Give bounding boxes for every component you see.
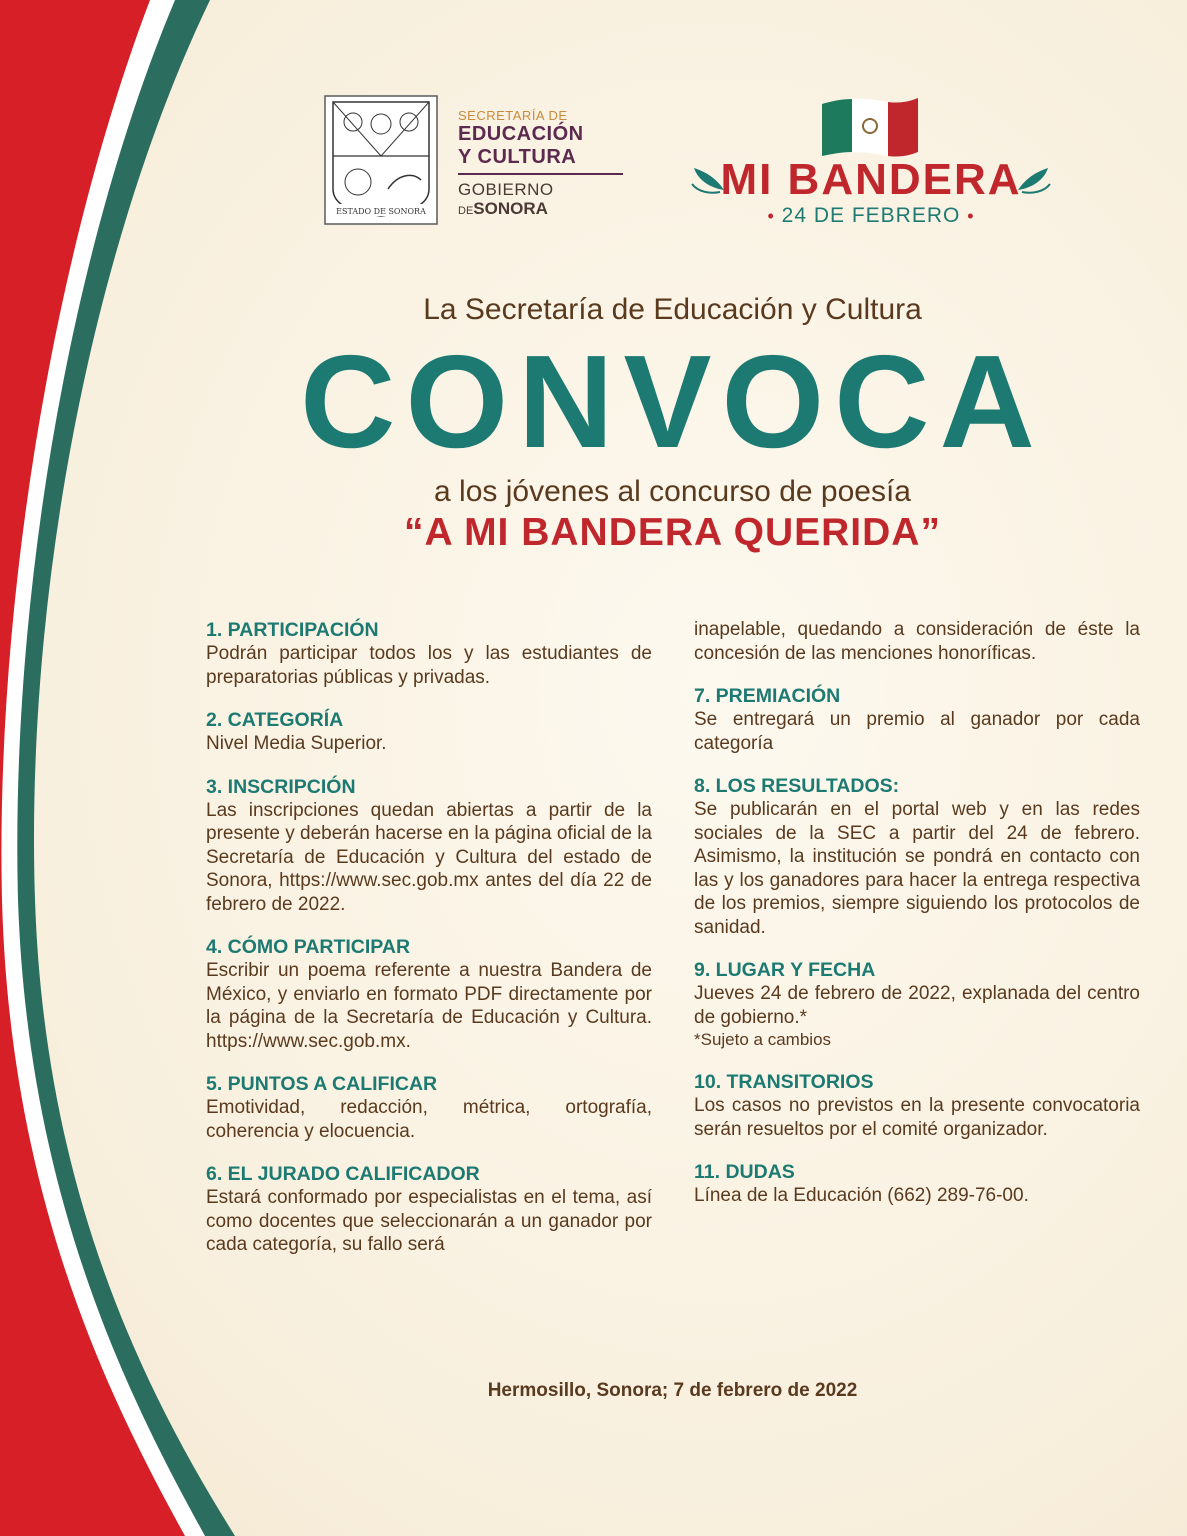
section-body: inapelable, quedando a consideración de éste la concesión de las menciones honoríficas. <box>694 619 1140 664</box>
rules-left-column <box>206 618 652 1276</box>
section-body: Estará conformado por especialistas en el tema, así como docentes que seleccionarán a un ganador por cada categoría, su fallo será <box>206 1187 652 1255</box>
section-note: *Sujeto a cambios <box>694 1030 832 1049</box>
sec-name-line2: Y CULTURA <box>458 146 577 168</box>
headline-main: CONVOCA <box>300 328 1045 475</box>
section-title: 8. LOS RESULTADOS: <box>694 775 900 797</box>
headline <box>240 290 1105 556</box>
headline-intro: La Secretaría de Educación y Cultura <box>423 293 922 326</box>
section-body: Las inscripciones quedan abiertas a partir de la presente y deberán hacerse en la página oficial de la Secretaría de Educación y Cultura del estado de Sonora, https://www.sec.gob.mx antes del día 22 de febrero de 2022. <box>206 799 652 915</box>
section-title: 4. CÓMO PARTICIPAR <box>206 936 411 958</box>
mi-bandera-badge <box>688 156 1054 228</box>
badge-title: MI BANDERA <box>720 155 1022 204</box>
section-categoria <box>206 708 652 756</box>
dot-left-icon: • <box>767 206 775 226</box>
sonora-shield-logo <box>323 94 439 226</box>
section-title: 10. TRANSITORIOS <box>694 1071 874 1093</box>
section-title: 5. PUNTOS A CALIFICAR <box>206 1073 438 1095</box>
section-jurado-continued <box>694 618 1140 665</box>
gov-de: DE <box>458 205 474 217</box>
gov-line1: GOBIERNO <box>458 180 554 199</box>
shield-caption: ESTADO DE SONORA <box>336 207 426 216</box>
sec-name-line1: EDUCACIÓN <box>458 123 584 145</box>
section-body: Escribir un poema referente a nuestra Bandera de México, y enviarlo en formato PDF directamente por la página de la Secretaría de Educación y Cultura. https://www.sec.gob.mx. <box>206 960 652 1052</box>
section-title: 11. DUDAS <box>694 1161 795 1183</box>
section-body: Se publicarán en el portal web y en las redes sociales de la SEC a partir del 24 de febrero. Asimismo, la institución se pondrá en contacto con las y los ganadores para hacer la entrega respectiva de los premios, siempre siguiendo los protocolos de sanidad. <box>694 799 1140 938</box>
mexican-flag-icon <box>818 94 922 158</box>
section-resultados <box>694 774 1140 939</box>
section-puntos-a-calificar <box>206 1072 652 1143</box>
gov-line2 <box>458 199 628 221</box>
section-inscripcion <box>206 775 652 917</box>
section-como-participar <box>206 935 652 1053</box>
section-title: 1. PARTICIPACIÓN <box>206 619 379 641</box>
rules-right-column <box>694 618 1140 1227</box>
section-jurado <box>206 1162 652 1257</box>
section-title: 6. EL JURADO CALIFICADOR <box>206 1163 480 1185</box>
section-body: Los casos no previstos en la presente convocatoria serán resueltos por el comité organizador. <box>694 1095 1140 1140</box>
section-lugar-y-fecha <box>694 958 1140 1051</box>
section-title: 7. PREMIACIÓN <box>694 685 841 707</box>
headline-sub: a los jóvenes al concurso de poesía <box>434 475 911 508</box>
section-participacion <box>206 618 652 689</box>
section-body: Nivel Media Superior. <box>206 733 387 754</box>
place-and-date-footer: Hermosillo, Sonora; 7 de febrero de 2022 <box>487 1380 858 1401</box>
section-title: 2. CATEGORÍA <box>206 709 344 731</box>
section-title: 9. LUGAR Y FECHA <box>694 959 876 981</box>
section-body: Emotividad, redacción, métrica, ortografía, coherencia y elocuencia. <box>206 1097 652 1142</box>
badge-date-row <box>688 204 1054 228</box>
badge-date: 24 DE FEBRERO <box>781 204 961 227</box>
gov-sonora: SONORA <box>473 199 548 218</box>
section-title: 3. INSCRIPCIÓN <box>206 775 356 798</box>
section-body: Línea de la Educación (662) 289-76-00. <box>694 1185 1029 1206</box>
section-body: Podrán participar todos los y las estudiantes de preparatorias públicas y privadas. <box>206 643 652 688</box>
section-dudas <box>694 1160 1140 1208</box>
logo-divider <box>458 173 623 175</box>
section-body: Se entregará un premio al ganador por cada categoría <box>694 709 1140 754</box>
section-premiacion <box>694 684 1140 755</box>
dot-right-icon: • <box>967 206 975 226</box>
section-body: Jueves 24 de febrero de 2022, explanada del centro de gobierno.* <box>694 983 1140 1028</box>
sec-small-label: SECRETARÍA DE <box>458 108 568 123</box>
section-transitorios <box>694 1070 1140 1141</box>
sec-sonora-logo <box>458 108 628 221</box>
contest-title: “A MI BANDERA QUERIDA” <box>404 511 941 554</box>
